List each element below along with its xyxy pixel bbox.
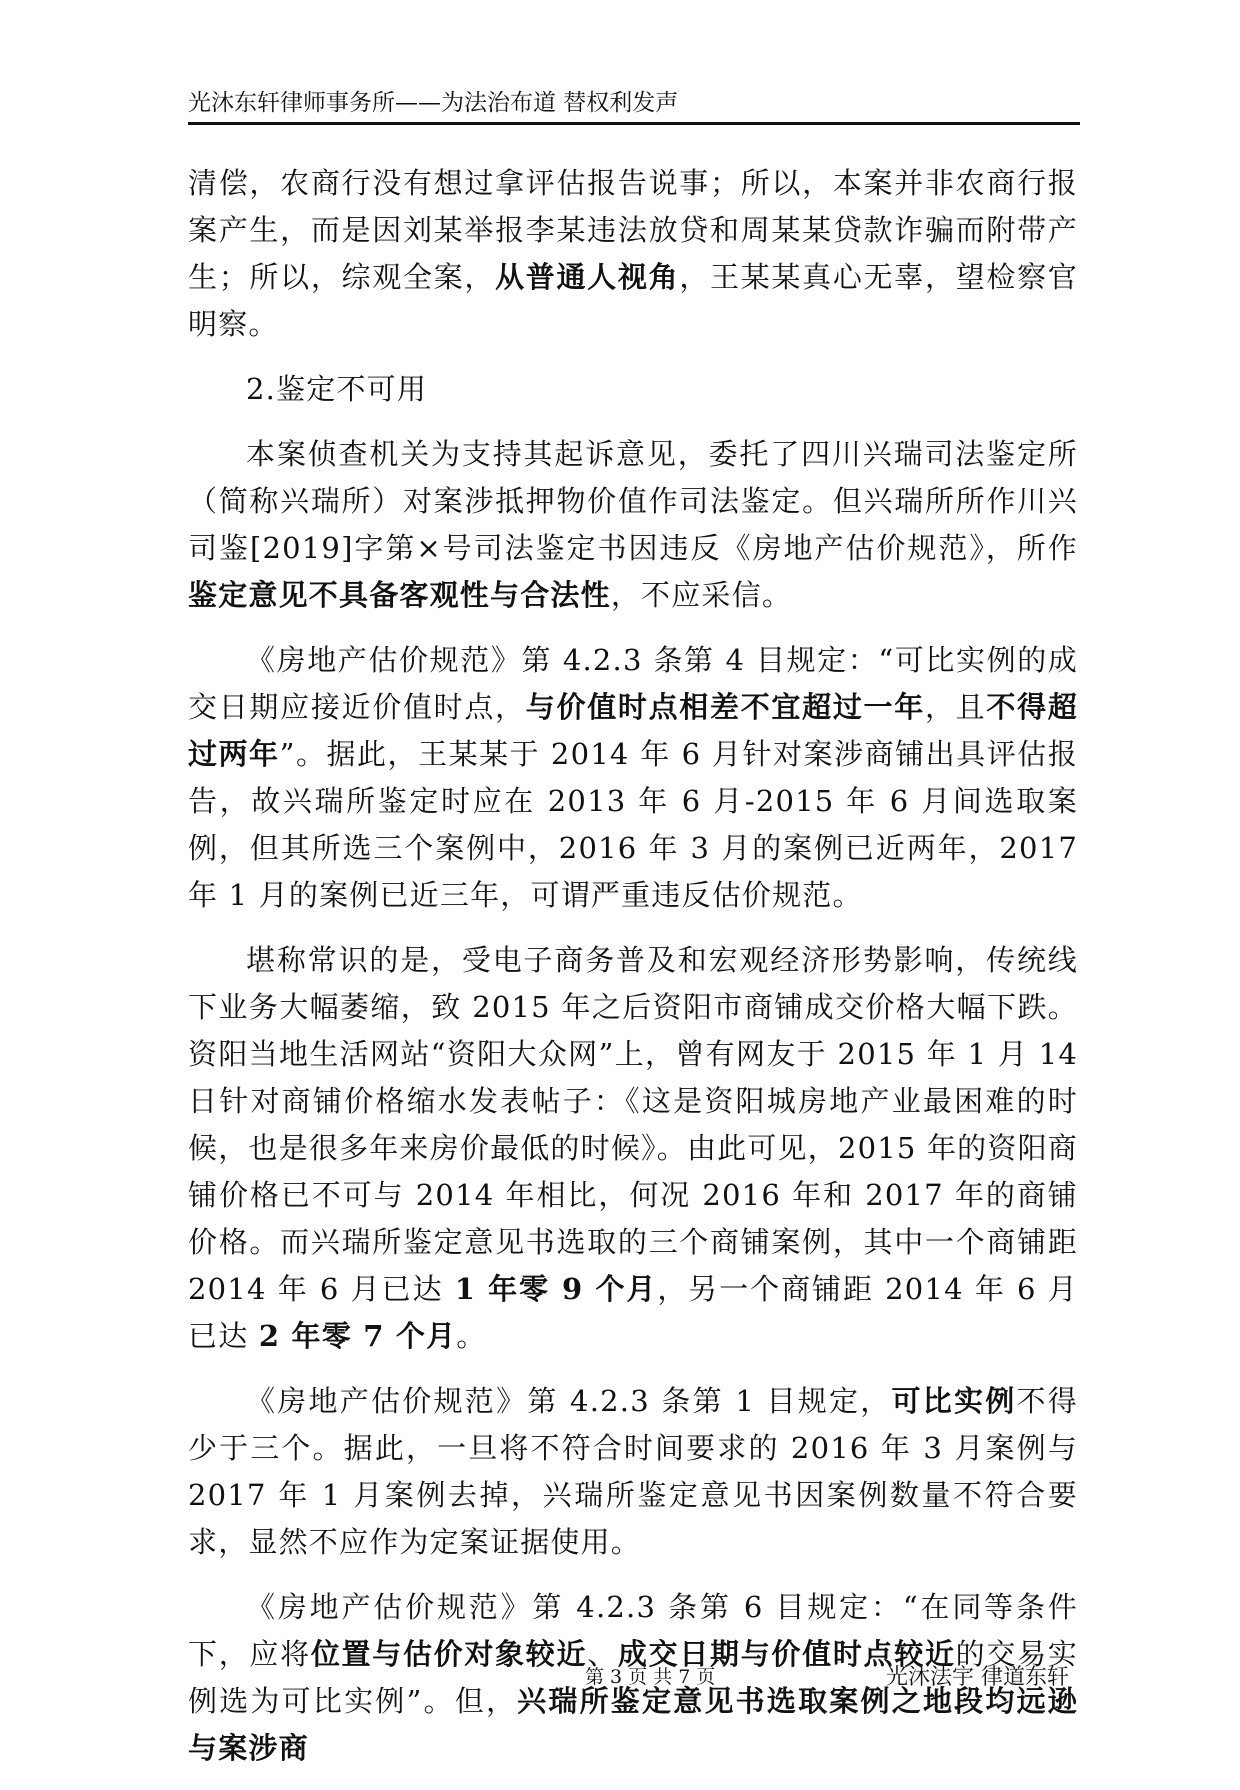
text-run: 堪称常识的是，受电子商务普及和宏观经济形势影响，传统线下业务大幅萎缩，致 2015 年之后资阳市商铺成交价格大幅下跌。资阳当地生活网站“资阳大众网”上，曾有网友于 2015 年 1 月 14 日针对商铺价格缩水发表帖子：《这是资阳城房地产业最困难的时候，也是很多年来房价最低的时候》。由此可见，2015 年的资阳商铺价格已不可与 2014 年相比，何况 2016 年和 2017 年的商铺价格。而兴瑞所鉴定意见书选取的三个商铺案例，其中一个商铺距 2014 年 6 月已达	[188, 943, 1078, 1306]
document-body	[188, 160, 1078, 1790]
bold-text: 位置与估价对象较近	[310, 1637, 588, 1671]
footer-motto: 光沐法宇 律道东轩	[886, 1665, 1069, 1690]
paragraph	[188, 1378, 1078, 1566]
text-run: ”。据此，王某某于 2014 年 6 月针对案涉商铺出具评估报告，故兴瑞所鉴定时应在 2013 年 6 月-2015 年 6 月间选取案例，但其所选三个案例中，2016 年 3 月的案例已近两年，2017 年 1 月的案例已近三年，可谓严重违反估价规范。	[188, 737, 1078, 912]
header-title: 光沐东轩律师事务所——为法治布道 替权利发声	[188, 90, 679, 116]
text-run: 不得少于三个。据此，一旦将不符合时间要求的 2016 年 3 月案例与 2017 年 1 月案例去掉，兴瑞所鉴定意见书因案例数量不符合要求，显然不应作为定案证据使用。	[188, 1384, 1078, 1559]
bold-text: 成交日期与价值时点较近	[617, 1637, 956, 1671]
text-run: 《房地产估价规范》第 4.2.3 条第 6 目规定：“在同等条件下，应将	[188, 1590, 1078, 1671]
paragraph	[188, 937, 1078, 1360]
text-run: 2.鉴定不可用	[246, 372, 428, 406]
text-run: ，王某某真心无辜，望检察官明察。	[188, 260, 1078, 341]
text-run: 。	[456, 1319, 487, 1353]
bold-text: 不得超过两年	[188, 690, 1079, 771]
text-run: ，且	[924, 690, 987, 724]
bold-text: 1 年零 9 个月	[454, 1272, 658, 1306]
text-run: ，不应采信。	[610, 578, 793, 612]
text-run: 的交易实例选为可比实例”。但，	[188, 1637, 1078, 1718]
header-divider	[188, 122, 1080, 125]
paragraph	[188, 366, 1078, 413]
text-run: 清偿，农商行没有想过拿评估报告说事；所以，本案并非农商行报案产生，而是因刘某举报李某违法放贷和周某某贷款诈骗而附带产生；所以，综观全案，	[188, 166, 1078, 294]
bold-text: 兴瑞所鉴定意见书选取案例之地段均远逊与案涉商	[188, 1684, 1078, 1765]
bold-text: 与价值时点相差不宜超过一年	[525, 690, 925, 724]
bold-text: 可比实例	[891, 1384, 1017, 1418]
bold-text: 2 年零 7 个月	[258, 1319, 457, 1353]
page-header	[188, 88, 1078, 124]
bold-text: 鉴定意见不具备客观性与合法性	[188, 578, 611, 612]
paragraph	[188, 431, 1078, 619]
paragraph	[188, 637, 1078, 919]
bold-text: 从普通人视角	[495, 260, 680, 294]
paragraph	[188, 160, 1078, 348]
text-run: 、	[587, 1637, 618, 1671]
text-run: 《房地产估价规范》第 4.2.3 条第 1 目规定，	[246, 1384, 892, 1418]
page-number: 第 3 页 共 7 页	[585, 1666, 716, 1688]
text-run: ，另一个商铺距 2014 年 6 月已达	[188, 1272, 1078, 1353]
text-run: 《房地产估价规范》第 4.2.3 条第 4 目规定：“可比实例的成交日期应接近价值时点，	[188, 643, 1078, 724]
text-run: 本案侦查机关为支持其起诉意见，委托了四川兴瑞司法鉴定所（简称兴瑞所）对案涉抵押物价值作司法鉴定。但兴瑞所所作川兴司鉴[2019]字第×号司法鉴定书因违反《房地产估价规范》，所作	[188, 437, 1078, 565]
